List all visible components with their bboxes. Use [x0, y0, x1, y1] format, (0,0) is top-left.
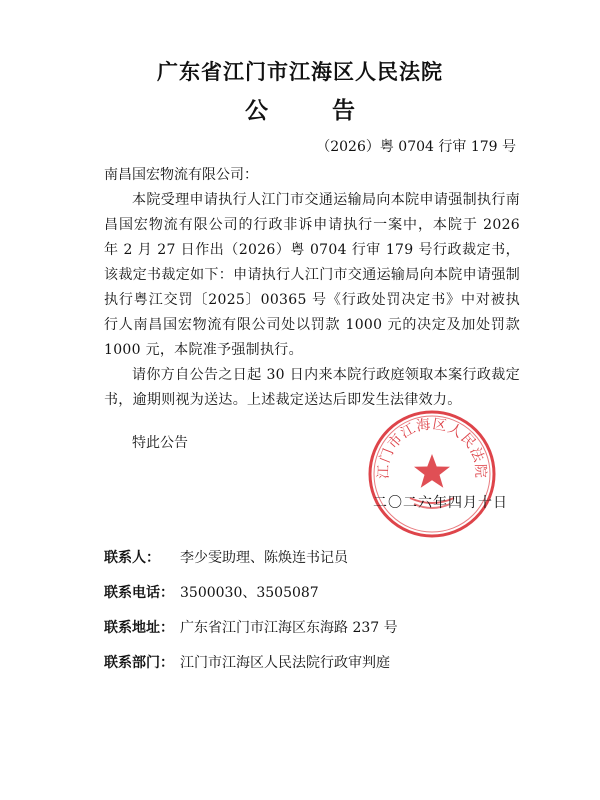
closing-line: 特此公告 — [132, 435, 188, 451]
contact-value: 广东省江门市江海区东海路 237 号 — [180, 620, 398, 636]
contact-row-address — [104, 611, 398, 646]
contact-row-phone — [104, 576, 398, 611]
court-seal-icon — [366, 408, 498, 540]
contact-row-person — [104, 541, 398, 576]
contacts-block — [104, 541, 398, 681]
contact-label: 联系部门： — [104, 655, 174, 671]
issue-date: 二〇二六年四月十日 — [373, 495, 508, 511]
seal-star — [414, 454, 450, 488]
document-title: 公 告 — [244, 98, 383, 124]
contact-label: 联系人： — [104, 550, 160, 566]
addressee: 南昌国宏物流有限公司： — [104, 167, 258, 183]
contact-value: 江门市江海区人民法院行政审判庭 — [180, 655, 390, 671]
body-paragraph-2: 请你方自公告之日起 30 日内来本院行政庭领取本案行政裁定书，逾期则视为送达。上述裁定送达后即发生法律效力。 — [104, 367, 520, 408]
body-paragraph-1: 本院受理申请执行人江门市交通运输局向本院申请强制执行南昌国宏物流有限公司的行政非诉申请执行一案中，本院于 2026 年 2 月 27 日作出（2026）粤 0704 行审 179 号行政裁定书，该裁定书裁定如下：申请执行人江门市交通运输局向本院申请强制执行粤江交罚〔2025〕00365 号《行政处罚决定书》中对被执行人南昌国宏物流有限公司处以罚款 1000 元的决定及加处罚款 1000 元，本院准予强制执行。 — [104, 192, 520, 358]
contact-value: 李少雯助理、陈焕连书记员 — [180, 550, 348, 566]
contact-row-department — [104, 646, 398, 681]
court-name: 广东省江门市江海区人民法院 — [157, 60, 443, 84]
announcement-body — [104, 188, 520, 413]
contact-label: 联系地址： — [104, 620, 174, 636]
seal-text: 江门市江海区人民法院 — [375, 416, 489, 480]
contact-value: 3500030、3505087 — [180, 585, 319, 601]
document-number: （2026）粤 0704 行审 179 号 — [316, 139, 516, 155]
contact-label: 联系电话： — [104, 585, 174, 601]
